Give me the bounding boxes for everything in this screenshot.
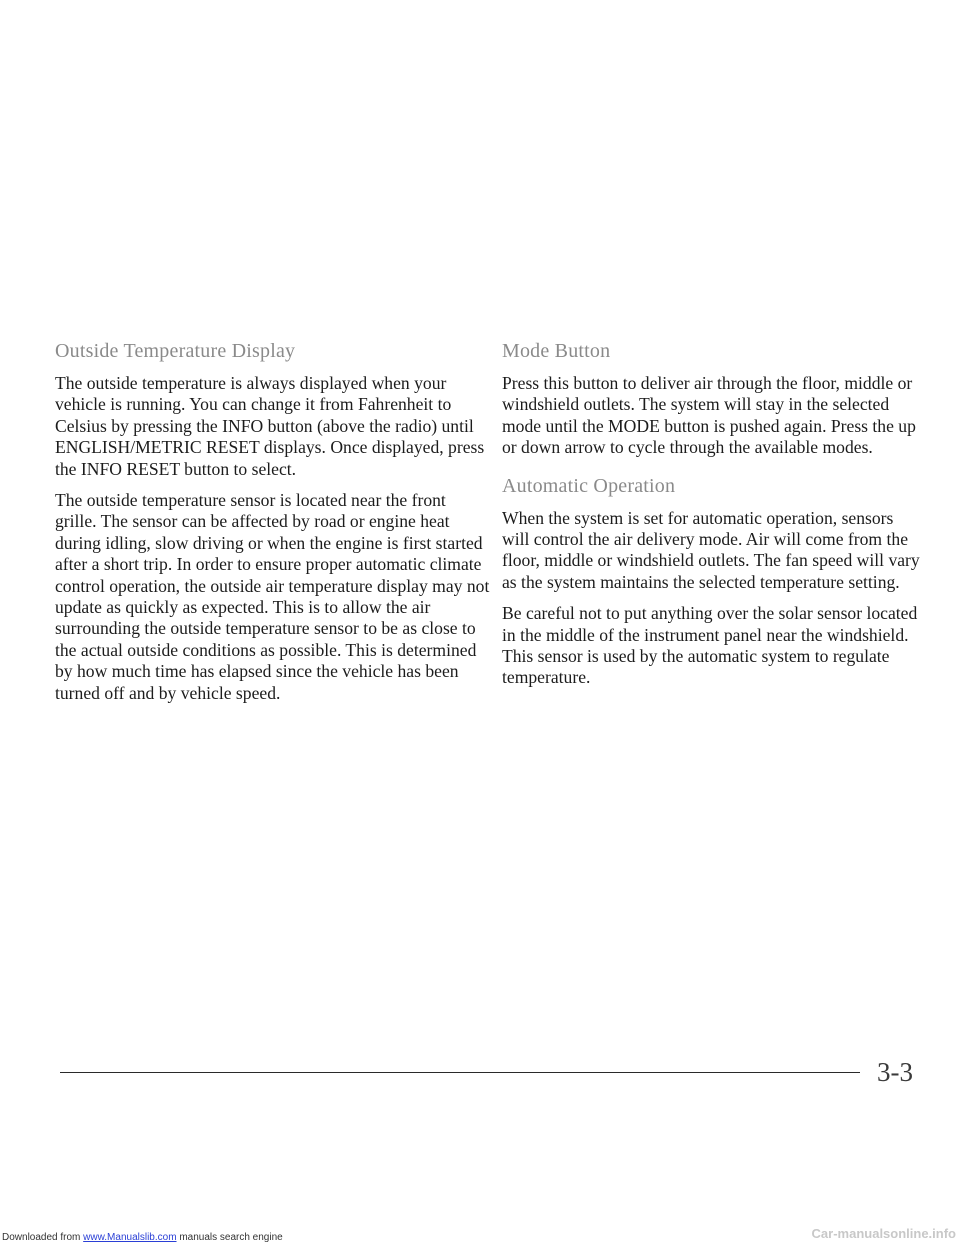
footer-rule — [60, 1072, 860, 1073]
automatic-operation-paragraph-2: Be careful not to put anything over the solar sensor located in the middle of the instrument panel near the windshield. This sensor is used by the automatic system to regulate temperature. — [502, 603, 918, 688]
automatic-operation-heading: Automatic Operation — [502, 474, 676, 497]
outside-temperature-paragraph-1: The outside temperature is always displayed when your vehicle is running. You can change it from Fahrenheit to Celsius by pressing the INFO button (above the radio) until ENGLISH/METRIC RESET displays. Once displayed, press the INFO RESET button to select. — [55, 373, 485, 479]
outside-temperature-paragraph-2: The outside temperature sensor is located near the front grille. The sensor can be affected by road or engine heat during idling, slow driving or when the engine is first started after a short trip. In order to ensure proper automatic climate control operation, the outside air temperature display may not update as quickly as expected. This is to allow the air surrounding the outside temperature sensor to be as close to the actual outside conditions as possible. This is determined by how much time has elapsed since the vehicle has been turned off and by vehicle speed. — [55, 490, 490, 703]
outside-temperature-display-heading: Outside Temperature Display — [55, 340, 296, 362]
mode-button-paragraph: Press this button to deliver air through the floor, middle or windshield outlets. The system will stay in the selected mode until the MODE button is pushed again. Press the up or down arrow to cycle through the available modes. — [502, 373, 916, 458]
right-column — [502, 340, 922, 699]
downloaded-from-text: Downloaded from — [2, 1232, 81, 1243]
manuals-search-engine-text: manuals search engine — [179, 1232, 283, 1243]
mode-button-heading: Mode Button — [502, 340, 611, 362]
page-number: 3-3 — [877, 1057, 913, 1087]
left-column — [55, 340, 490, 714]
download-footer — [2, 1232, 283, 1243]
manualslib-link[interactable]: www.Manualslib.com — [83, 1232, 177, 1243]
watermark-text: Car-manualsonline.info — [811, 1226, 956, 1241]
automatic-operation-paragraph-1: When the system is set for automatic operation, sensors will control the air delivery mode. Air will come from the floor, middle or windshield outlets. The fan speed will vary as the system maintains the selected temperature setting. — [502, 507, 920, 592]
